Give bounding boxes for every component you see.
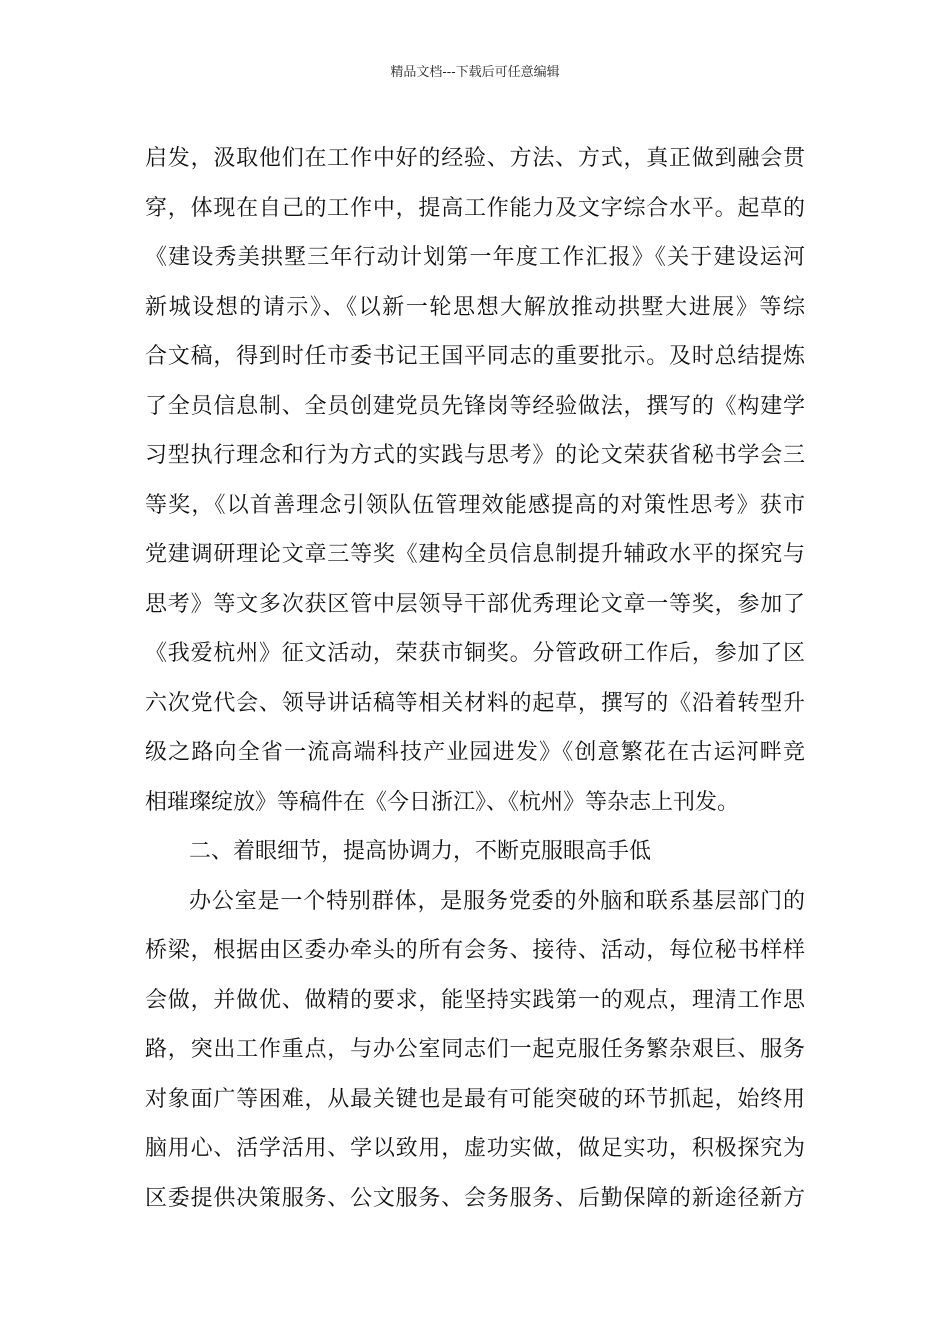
text-line: 了全员信息制、全员创建党员先锋岗等经验做法，撰写的《构建学 [145, 393, 805, 419]
text-line: 六次党代会、领导讲话稿等相关材料的起草，撰写的《沿着转型升 [145, 690, 805, 716]
text-line: 级之路向全省一流高端科技产业园进发》《创意繁花在古运河畔竞 [145, 740, 805, 765]
text-line: 会做，并做优、做精的要求，能坚持实践第一的观点，理清工作思 [145, 987, 805, 1013]
text-line: 相璀璨绽放》等稿件在《今日浙江》、《杭州》等杂志上刊发。 [145, 789, 740, 815]
text-line: 办公室是一个特别群体，是服务党委的外脑和联系基层部门的 [189, 888, 805, 914]
text-line: 习型执行理念和行为方式的实践与思考》的论文荣获省秘书学会三 [145, 443, 805, 468]
text-line: 穿，体现在自己的工作中，提高工作能力及文字综合水平。起草的 [145, 195, 805, 221]
text-line: 区委提供决策服务、公文服务、会务服务、后勤保障的新途径新方 [145, 1185, 805, 1211]
text-line: 桥梁，根据由区委办牵头的所有会务、接待、活动，每位秘书样样 [145, 938, 805, 963]
text-line: 思考》等文多次获区管中层领导干部优秀理论文章一等奖，参加了 [145, 591, 805, 617]
text-line: 《我爱杭州》征文活动，荣获市铜奖。分管政研工作后，参加了区 [145, 641, 805, 666]
text-line: 脑用心、活学活用、学以致用，虚功实做，做足实功，积极探究为 [145, 1136, 805, 1161]
document-body [145, 134, 805, 1223]
text-line: 党建调研理论文章三等奖《建构全员信息制提升辅政水平的探究与 [145, 542, 805, 567]
page-header: 精品文档---下载后可任意编辑 [390, 65, 560, 80]
text-line: 启发，汲取他们在工作中好的经验、方法、方式，真正做到融会贯 [145, 146, 805, 171]
text-line: 路，突出工作重点，与办公室同志们一起克服任务繁杂艰巨、服务 [145, 1037, 805, 1062]
section-heading: 二、着眼细节，提高协调力，不断克服眼高手低 [189, 839, 652, 864]
text-line: 新城设想的请示》、《以新一轮思想大解放推动拱墅大进展》等综 [145, 294, 805, 320]
text-line: 《建设秀美拱墅三年行动计划第一年度工作汇报》《关于建设运河 [145, 245, 805, 270]
text-line: 等奖，《以首善理念引领队伍管理效能感提高的对策性思考》获市 [145, 492, 805, 518]
text-line: 对象面广等困难，从最关键也是最有可能突破的环节抓起，始终用 [145, 1086, 805, 1112]
text-line: 合文稿，得到时任市委书记王国平同志的重要批示。及时总结提炼 [145, 344, 805, 369]
